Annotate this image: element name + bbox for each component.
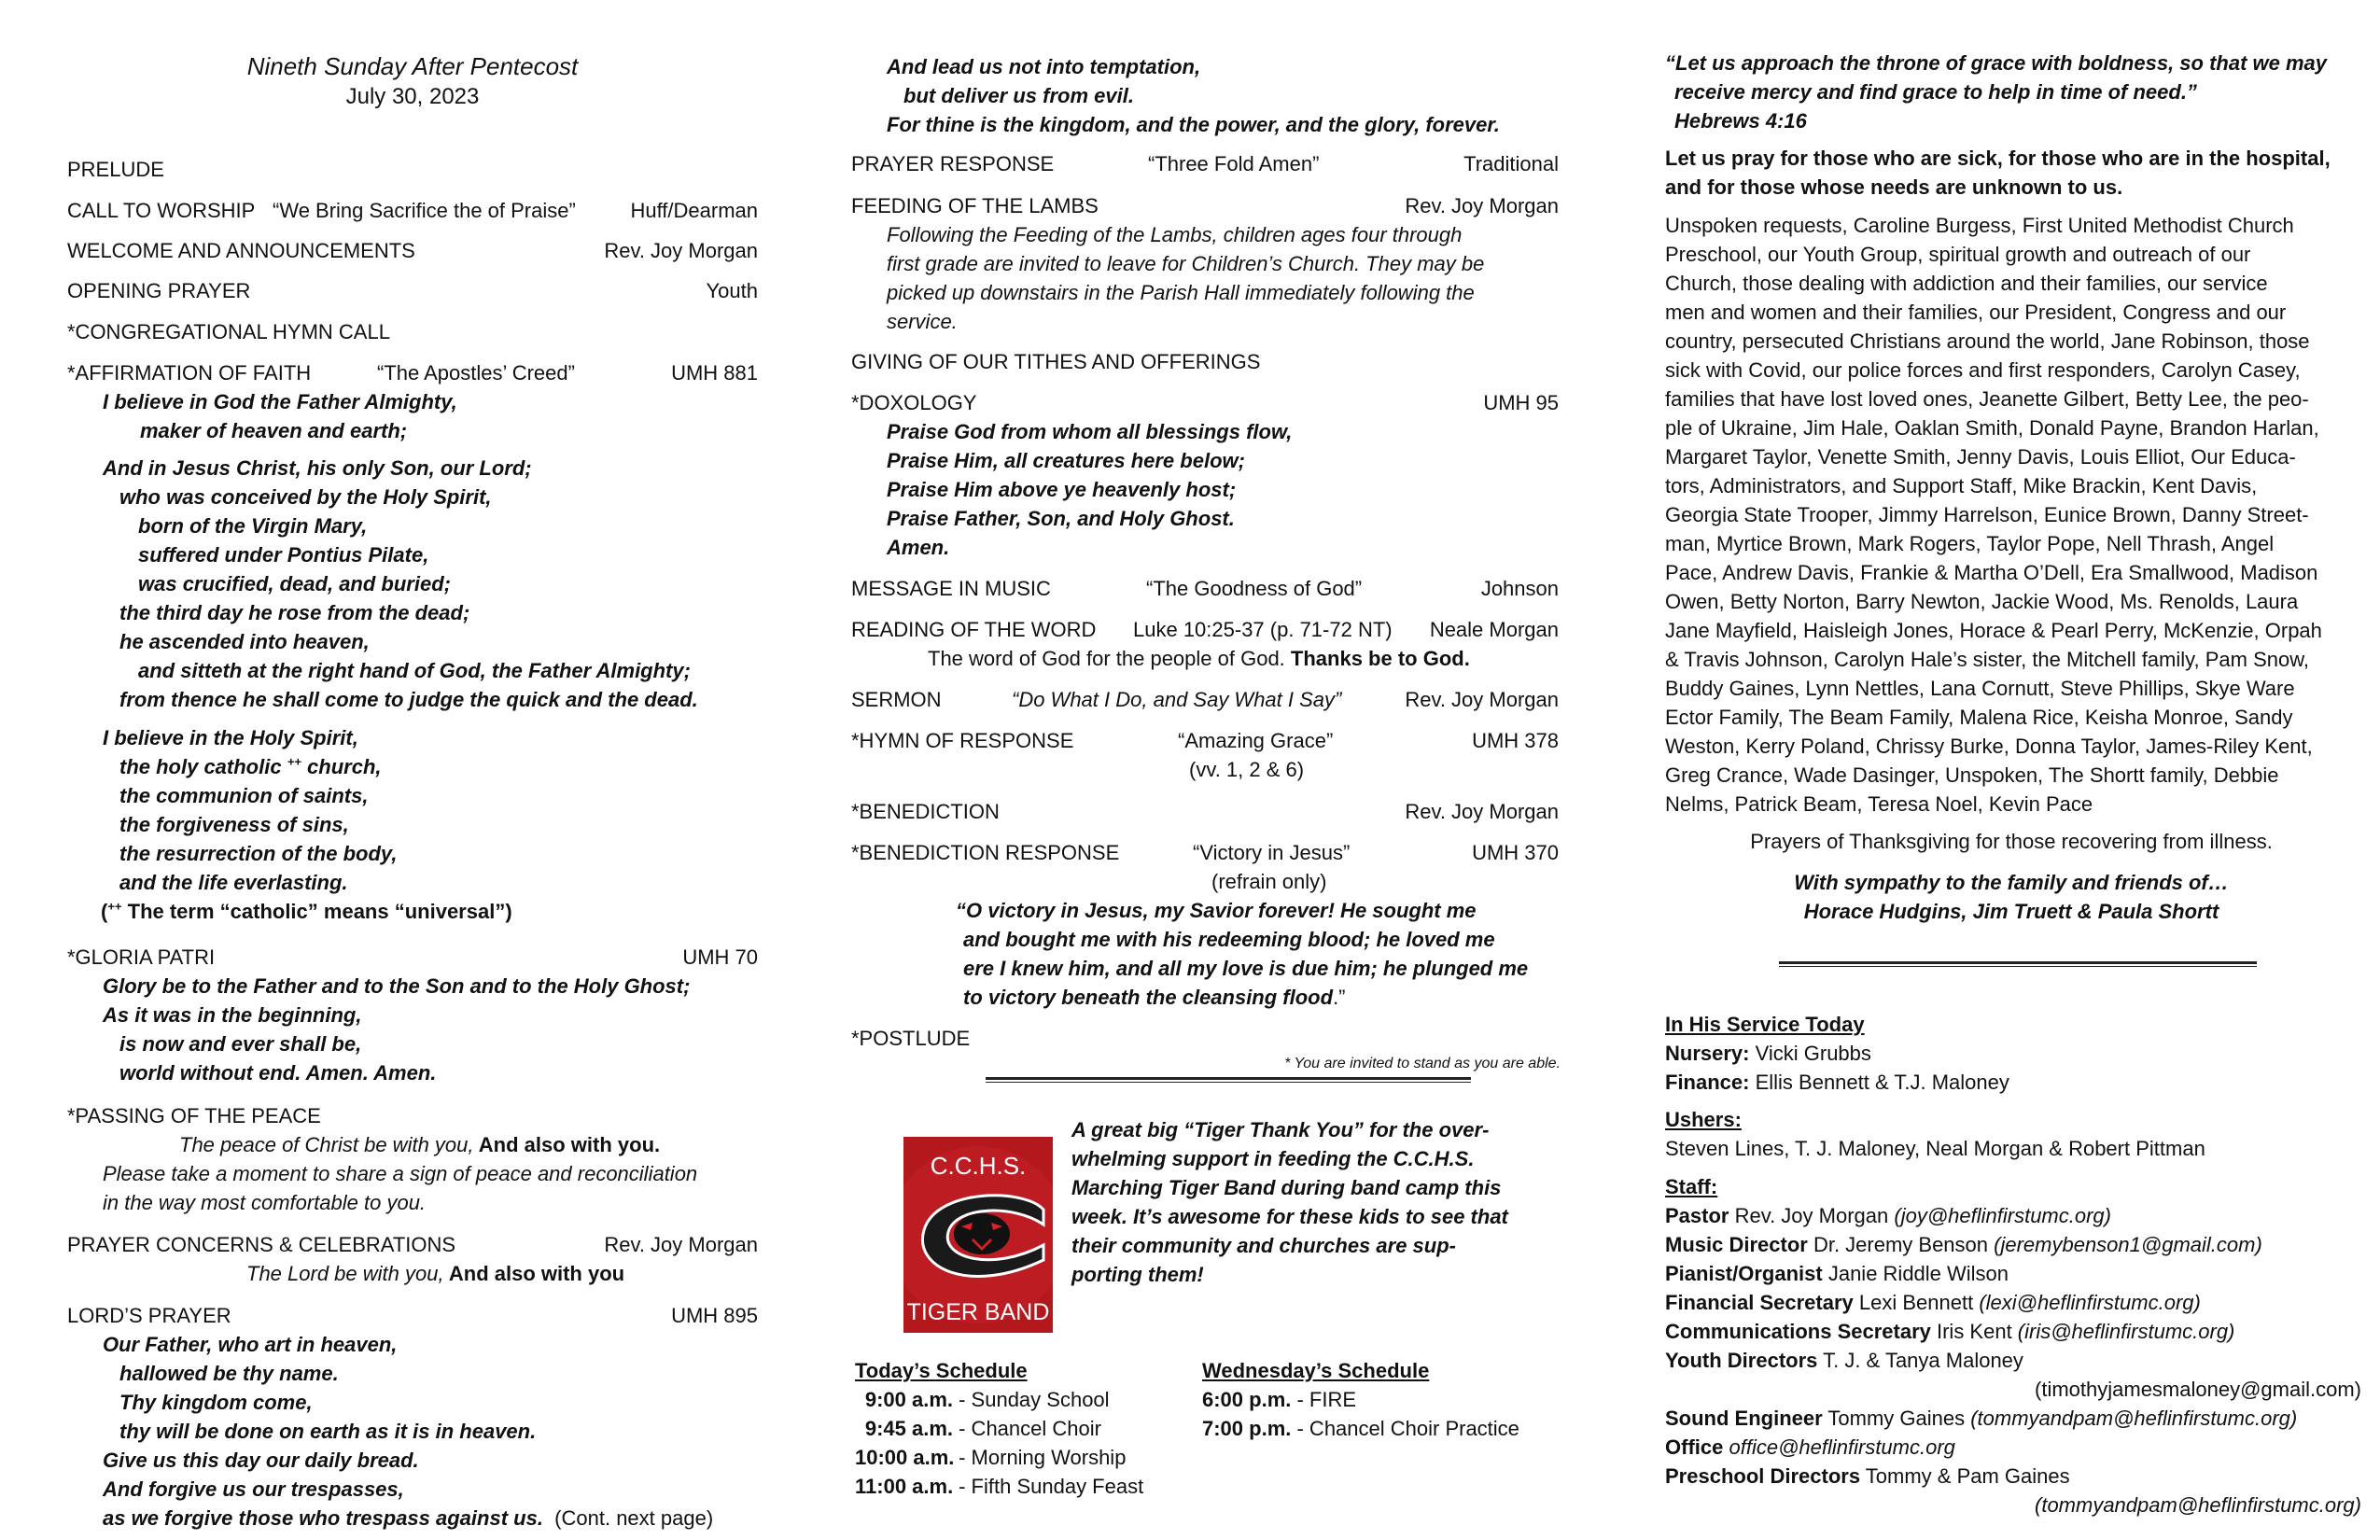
schedule-time: 6:00 p.m.	[1202, 1388, 1292, 1411]
item-prayer-response	[851, 149, 1579, 178]
thanks-line: whelming support in feeding the C.C.H.S.	[1071, 1147, 1475, 1170]
item-leader: Rev. Joy Morgan	[604, 1233, 758, 1256]
item-hymnal-ref: UMH 378	[1472, 729, 1559, 752]
item-title: “Amazing Grace”	[1178, 729, 1334, 752]
creed-line: from thence he shall come to judge the quick and the dead.	[119, 688, 698, 711]
creed-footnote-text: The term “catholic” means “universal”)	[121, 900, 512, 923]
staff-email: office@heflinfirstumc.org	[1729, 1435, 1955, 1459]
item-hymnal-ref: UMH 881	[671, 361, 758, 385]
item-reading	[851, 615, 1579, 644]
scripture-verse: receive mercy and find grace to help in time of need.”	[1674, 80, 2197, 104]
staff-row	[1665, 1462, 2361, 1491]
staff-role: Office	[1665, 1435, 1724, 1459]
item-label: *POSTLUDE	[851, 1027, 971, 1050]
schedule-item	[1202, 1414, 1557, 1443]
staff-name: Rev. Joy Morgan	[1729, 1204, 1895, 1227]
item-call-to-worship	[67, 196, 758, 225]
staff-row	[1665, 1433, 2361, 1462]
creed-line: I believe in the Holy Spirit,	[103, 726, 358, 749]
staff-role: Financial Secretary	[1665, 1291, 1854, 1314]
feeding-note: Following the Feeding of the Lambs, children ages four through	[887, 223, 1463, 246]
staff-heading: Staff:	[1665, 1175, 1718, 1198]
schedule-heading: Today’s Schedule	[855, 1359, 1028, 1382]
item-hymnal-ref: UMH 895	[671, 1304, 758, 1327]
concerns-response	[246, 1259, 758, 1288]
creed-line: the resurrection of the body,	[119, 842, 398, 865]
creed-line: the forgiveness of sins,	[119, 813, 349, 836]
item-title: “The Apostles’ Creed”	[377, 361, 575, 385]
creed-line: maker of heaven and earth;	[140, 419, 408, 442]
item-label: GIVING OF OUR TITHES AND OFFERINGS	[851, 350, 1261, 373]
item-label: CALL TO WORSHIP	[67, 199, 256, 222]
creed-footnote-mark: ++	[287, 754, 301, 769]
schedule-item	[855, 1385, 1163, 1414]
lords-line: Give us this day our daily bread.	[103, 1449, 419, 1472]
thanks-line: A great big “Tiger Thank You” for the over-	[1071, 1118, 1490, 1141]
victory-line	[963, 983, 1579, 1012]
schedule-time: 9:00 a.m.	[864, 1388, 953, 1411]
creed-line: and sitteth at the right hand of God, the Father Almighty;	[138, 659, 691, 682]
victory-close: .”	[1333, 986, 1346, 1009]
item-benediction-response	[851, 838, 1579, 867]
item-title: “Victory in Jesus”	[1193, 841, 1351, 864]
logo-bottom-text: TIGER BAND	[906, 1299, 1050, 1325]
creed-line: born of the Virgin Mary,	[138, 514, 368, 538]
staff-name: Lexi Bennett	[1853, 1291, 1980, 1314]
creed-line	[119, 752, 758, 781]
item-prayer-concerns	[67, 1230, 758, 1259]
doxology-line: Praise Father, Son, and Holy Ghost.	[887, 507, 1235, 530]
item-leader: Rev. Joy Morgan	[1405, 688, 1559, 711]
item-label: FEEDING OF THE LAMBS	[851, 194, 1099, 217]
staff-name: Tommy & Pam Gaines	[1860, 1464, 2070, 1488]
lords-line: For thine is the kingdom, and the power, and the glory, forever.	[887, 113, 1500, 136]
item-label: *PASSING OF THE PEACE	[67, 1104, 321, 1127]
staff-row	[1665, 1201, 2361, 1230]
thanks-line: Marching Tiger Band during band camp this	[1071, 1176, 1502, 1199]
creed-footnote: (++ The term “catholic” means “universal”)	[101, 899, 512, 923]
staff-role: Pastor	[1665, 1204, 1729, 1227]
item-welcome	[67, 236, 758, 265]
staff-email: (jeremybenson1@gmail.com)	[1994, 1233, 2262, 1256]
tiger-logo-graphic	[903, 1137, 1053, 1333]
creed-line: the third day he rose from the dead;	[119, 601, 470, 624]
item-affirmation	[67, 358, 758, 387]
feeding-note: service.	[887, 310, 958, 333]
lords-line: Thy kingdom come,	[119, 1391, 313, 1414]
item-label: PRELUDE	[67, 158, 164, 181]
staff-email: (lexi@heflinfirstumc.org)	[1979, 1291, 2201, 1314]
peace-note: in the way most comfortable to you.	[103, 1191, 427, 1214]
continued-note: (Cont. next page)	[554, 1506, 714, 1530]
reading-response	[928, 644, 1579, 673]
staff-role: Preschool Directors	[1665, 1464, 1861, 1488]
staff-role: Pianist/Organist	[1665, 1262, 1823, 1285]
item-label: SERMON	[851, 688, 942, 711]
peace-response	[179, 1130, 758, 1159]
item-message-in-music	[851, 574, 1579, 603]
item-doxology	[851, 388, 1579, 417]
item-leader: Johnson	[1480, 577, 1559, 600]
section-divider	[1779, 961, 2257, 967]
item-hymnal-ref: UMH 70	[682, 945, 758, 969]
creed-line: he ascended into heaven,	[119, 630, 370, 653]
creed-line: and the life everlasting.	[119, 871, 348, 894]
staff-email: (tommyandpam@heflinfirstumc.org)	[1970, 1407, 2298, 1430]
schedule-time: 10:00 a.m.	[855, 1446, 955, 1469]
item-hymn-call	[67, 317, 758, 346]
peace-leader-text: The peace of Christ be with you,	[179, 1133, 474, 1156]
bulletin-title: Nineth Sunday After Pentecost	[246, 52, 579, 80]
todays-schedule	[855, 1356, 1163, 1501]
gloria-line: is now and ever shall be,	[119, 1032, 362, 1056]
item-leader: Neale Morgan	[1429, 618, 1559, 641]
lords-line: And lead us not into temptation,	[887, 55, 1201, 78]
schedule-time: 9:45 a.m.	[864, 1417, 953, 1440]
schedule-item	[855, 1472, 1163, 1501]
prayer-intro: Let us pray for those who are sick, for those who are in the hospital,	[1665, 147, 2331, 170]
item-gloria-patri	[67, 943, 758, 972]
staff-role: Sound Engineer	[1665, 1407, 1823, 1430]
doxology-line: Praise Him, all creatures here below;	[887, 449, 1245, 472]
schedule-event: - FIRE	[1291, 1388, 1357, 1411]
thanksgiving-line: Prayers of Thanksgiving for those recovering from illness.	[1750, 830, 2273, 853]
staff-name: Janie Riddle Wilson	[1822, 1262, 2009, 1285]
nursery-value: Vicki Grubbs	[1749, 1042, 1871, 1065]
sympathy-line: With sympathy to the family and friends of…	[1794, 871, 2229, 894]
peace-people-text: And also with you.	[473, 1133, 661, 1156]
in-service-heading: In His Service Today	[1665, 1013, 1865, 1036]
creed-footnote-mark: ++	[107, 899, 122, 914]
ushers-list: Steven Lines, T. J. Maloney, Neal Morgan & Robert Pittman	[1665, 1137, 2205, 1160]
victory-text: to victory beneath the cleansing flood	[963, 986, 1334, 1009]
item-title: “The Goodness of God”	[1146, 577, 1363, 600]
staff-name: Dr. Jeremy Benson	[1807, 1233, 1995, 1256]
item-leader: Traditional	[1463, 152, 1559, 175]
victory-line: “O victory in Jesus, my Savior forever! He sought me	[956, 899, 1477, 922]
item-feeding-lambs	[851, 191, 1579, 220]
item-label: PRAYER RESPONSE	[851, 152, 1055, 175]
schedule-event: - Sunday School	[953, 1388, 1110, 1411]
stand-note: * You are invited to stand as you are able.	[1284, 1056, 1561, 1071]
creed-line: suffered under Pontius Pilate,	[138, 543, 429, 567]
victory-line: ere I knew him, and all my love is due him; he plunged me	[963, 957, 1529, 980]
nursery-line	[1665, 1039, 2361, 1068]
lords-line: but deliver us from evil.	[903, 84, 1134, 107]
item-label: WELCOME AND ANNOUNCEMENTS	[67, 239, 415, 262]
creed-text: the holy catholic	[119, 755, 282, 778]
item-hymnal-ref: UMH 370	[1472, 841, 1559, 864]
item-verses: (vv. 1, 2 & 6)	[1189, 758, 1305, 781]
section-divider	[986, 1077, 1471, 1083]
item-label: LORD’S PRAYER	[67, 1304, 231, 1327]
schedule-event: - Morning Worship	[953, 1446, 1127, 1469]
item-label: *CONGREGATIONAL HYMN CALL	[67, 320, 390, 343]
item-label: *AFFIRMATION OF FAITH	[67, 361, 312, 385]
lords-line: thy will be done on earth as it is in heaven.	[119, 1420, 537, 1443]
staff-row	[1665, 1230, 2361, 1259]
concerns-leader-text: The Lord be with you,	[246, 1262, 444, 1285]
staff-role: Communications Secretary	[1665, 1320, 1931, 1343]
item-leader: Youth	[706, 279, 758, 302]
schedule-item	[855, 1443, 1163, 1472]
gloria-line: world without end. Amen. Amen.	[119, 1061, 437, 1085]
creed-line: I believe in God the Father Almighty,	[103, 390, 457, 413]
item-opening-prayer	[67, 276, 758, 305]
feeding-note: picked up downstairs in the Parish Hall immediately following the	[887, 281, 1475, 304]
finance-label: Finance:	[1665, 1071, 1750, 1094]
item-label: MESSAGE IN MUSIC	[851, 577, 1051, 600]
item-title: “We Bring Sacrifice the of Praise”	[273, 199, 576, 222]
lords-line-last	[103, 1504, 758, 1533]
feeding-note: first grade are invited to leave for Children’s Church. They may be	[887, 252, 1485, 275]
staff-name: Iris Kent	[1930, 1320, 2018, 1343]
peace-note: Please take a moment to share a sign of peace and reconciliation	[103, 1162, 698, 1185]
staff-row	[1665, 1404, 2361, 1433]
ushers-heading: Ushers:	[1665, 1108, 1742, 1131]
schedule-item	[1202, 1385, 1557, 1414]
cchs-tiger-band-logo	[903, 1137, 1053, 1333]
item-label: PRAYER CONCERNS & CELEBRATIONS	[67, 1233, 456, 1256]
item-benediction	[851, 797, 1579, 826]
doxology-line: Praise Him above ye heavenly host;	[887, 478, 1237, 501]
item-lords-prayer	[67, 1301, 758, 1330]
item-label: READING OF THE WORD	[851, 618, 1097, 641]
scripture-verse: “Let us approach the throne of grace with boldness, so that we may	[1665, 51, 2328, 75]
gloria-line: Glory be to the Father and to the Son and to the Holy Ghost;	[103, 974, 691, 998]
finance-line	[1665, 1068, 2361, 1097]
staff-email-continued: (tommyandpam@heflinfirstumc.org)	[2035, 1493, 2361, 1517]
nursery-label: Nursery:	[1665, 1042, 1750, 1065]
item-title: “Do What I Do, and Say What I Say”	[1012, 688, 1342, 711]
item-hymn-of-response	[851, 726, 1579, 755]
item-title: “Three Fold Amen”	[1148, 152, 1320, 175]
creed-line: And in Jesus Christ, his only Son, our Lord;	[103, 456, 532, 480]
item-label: *HYMN OF RESPONSE	[851, 729, 1074, 752]
thanks-line: week. It’s awesome for these kids to see that	[1071, 1205, 1508, 1228]
lords-line: hallowed be thy name.	[119, 1362, 339, 1385]
gloria-line: As it was in the beginning,	[103, 1003, 362, 1027]
item-sermon	[851, 685, 1579, 714]
finance-value: Ellis Bennett & T.J. Maloney	[1749, 1071, 2009, 1094]
item-title: Luke 10:25-37 (p. 71-72 NT)	[1133, 618, 1393, 641]
staff-role: Youth Directors	[1665, 1349, 1818, 1372]
creed-text: church,	[307, 755, 382, 778]
sympathy-names: Horace Hudgins, Jim Truett & Paula Shortt	[1803, 900, 2219, 923]
staff-email: (joy@heflinfirstumc.org)	[1894, 1204, 2111, 1227]
item-label: *BENEDICTION RESPONSE	[851, 841, 1120, 864]
scripture-reference: Hebrews 4:16	[1674, 109, 1807, 133]
thanks-line: porting them!	[1071, 1263, 1204, 1286]
staff-email: (iris@heflinfirstumc.org)	[2017, 1320, 2235, 1343]
reading-leader-text: The word of God for the people of God.	[928, 647, 1285, 670]
creed-line: who was conceived by the Holy Spirit,	[119, 485, 492, 509]
item-refrain-note: (refrain only)	[1211, 870, 1327, 893]
item-leader: Rev. Joy Morgan	[604, 239, 758, 262]
item-label: OPENING PRAYER	[67, 279, 251, 302]
creed-line: the communion of saints,	[119, 784, 369, 807]
concerns-people-text: And also with you	[443, 1262, 625, 1285]
schedule-item	[855, 1414, 1163, 1443]
item-label: *BENEDICTION	[851, 800, 1000, 823]
staff-row	[1665, 1346, 2361, 1375]
schedule-time: 7:00 p.m.	[1202, 1417, 1292, 1440]
lords-text: as we forgive those who trespass against us.	[103, 1506, 543, 1530]
thanks-line: their community and churches are sup-	[1071, 1234, 1456, 1257]
item-passing-peace	[67, 1101, 758, 1130]
victory-line: and bought me with his redeeming blood; he loved me	[963, 928, 1495, 951]
wednesday-schedule	[1202, 1356, 1557, 1443]
item-leader: Rev. Joy Morgan	[1405, 800, 1559, 823]
staff-row	[1665, 1288, 2361, 1317]
staff-email-continued: (timothyjamesmaloney@gmail.com)	[2035, 1378, 2361, 1401]
item-label: *GLORIA PATRI	[67, 945, 216, 969]
prayer-intro: and for those whose needs are unknown to us.	[1665, 175, 2123, 199]
item-leader: Rev. Joy Morgan	[1405, 194, 1559, 217]
item-label: *DOXOLOGY	[851, 391, 977, 414]
staff-role: Music Director	[1665, 1233, 1808, 1256]
doxology-line: Amen.	[887, 536, 950, 559]
staff-row	[1665, 1259, 2361, 1288]
lords-line: Our Father, who art in heaven,	[103, 1333, 398, 1356]
schedule-event: - Fifth Sunday Feast	[953, 1475, 1144, 1498]
item-tithes	[851, 347, 1579, 376]
reading-people-text: Thanks be to God.	[1284, 647, 1470, 670]
schedule-event: - Chancel Choir	[953, 1417, 1101, 1440]
schedule-heading: Wednesday’s Schedule	[1202, 1359, 1430, 1382]
item-leader: Huff/Dearman	[630, 199, 758, 222]
item-prelude	[67, 155, 758, 184]
doxology-line: Praise God from whom all blessings flow,	[887, 420, 1293, 443]
bulletin-date: July 30, 2023	[345, 84, 480, 109]
staff-name: Tommy Gaines	[1822, 1407, 1971, 1430]
staff-row	[1665, 1317, 2361, 1346]
schedule-event: - Chancel Choir Practice	[1291, 1417, 1519, 1440]
item-hymnal-ref: UMH 95	[1483, 391, 1559, 414]
logo-top-text: C.C.H.S.	[930, 1152, 1027, 1180]
staff-name: T. J. & Tanya Maloney	[1817, 1349, 2023, 1372]
schedule-time: 11:00 a.m.	[855, 1475, 954, 1498]
lords-line: And forgive us our trespasses,	[103, 1477, 404, 1501]
creed-line: was crucified, dead, and buried;	[138, 572, 451, 595]
